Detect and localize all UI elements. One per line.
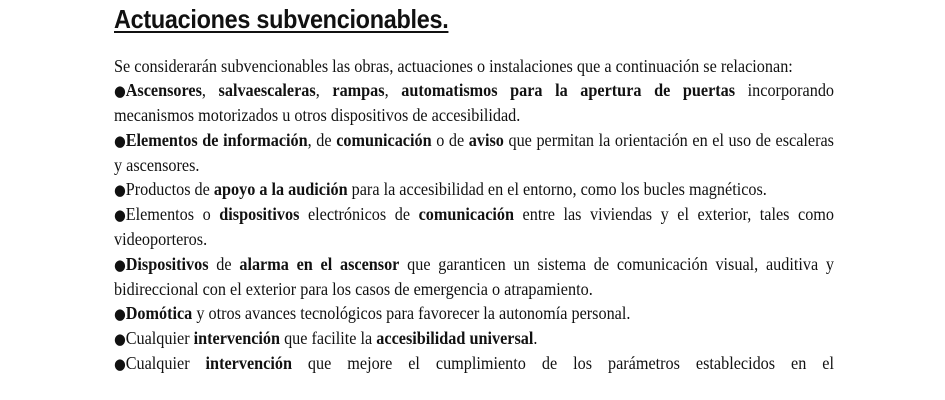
bold-text: apoyo a la audición	[213, 179, 348, 200]
text-run: y otros avances tecnológicos para favorecer la autonomía personal.	[192, 303, 631, 324]
bold-text: Elementos de información	[125, 129, 308, 150]
bold-text: Ascensores	[125, 80, 202, 101]
list-item	[114, 202, 834, 251]
bullet-icon: ●	[114, 355, 126, 374]
intro-paragraph: Se considerarán subvencionables las obras, actuaciones o instalaciones que a continuación se relacionan:	[114, 56, 793, 76]
text-run: Productos de	[125, 179, 214, 200]
bold-text: dispositivos	[219, 204, 300, 225]
text-run: que facilite la	[280, 328, 377, 349]
bold-text: Domótica	[125, 303, 193, 324]
text-run: de	[208, 253, 240, 274]
bold-text: automatismos para la apertura de puertas	[401, 80, 736, 101]
bullet-icon: ●	[114, 330, 126, 349]
bold-text: accesibilidad universal	[376, 328, 534, 349]
bold-text: aviso	[468, 129, 504, 150]
bullet-icon: ●	[114, 255, 126, 274]
text-run: Elementos o	[125, 204, 220, 225]
text-run: ,	[315, 80, 333, 101]
section-title: Actuaciones subvencionables.	[114, 4, 449, 34]
bold-text: Dispositivos	[125, 253, 209, 274]
list-item	[114, 326, 834, 351]
text-run: que garanticen un sistema de comunicación visual, auditiva y bidireccional con el exterior para los casos de emergencia o atrapamiento.	[114, 253, 834, 299]
bullet-icon: ●	[114, 206, 126, 225]
bold-text: comunicación	[336, 129, 432, 150]
text-run: Cualquier	[125, 353, 206, 374]
list-item	[114, 177, 834, 202]
bold-text: comunicación	[418, 204, 514, 225]
text-run: que mejore el cumplimiento de los parámetros establecidos en el	[291, 353, 834, 374]
text-run: electrónicos de	[299, 204, 419, 225]
list-item	[114, 252, 834, 301]
text-run: para la accesibilidad en el entorno, como los bucles magnéticos.	[347, 179, 767, 200]
text-run: , de	[307, 129, 337, 150]
text-run: que permitan la orientación en el uso de escaleras y ascensores.	[114, 129, 834, 175]
text-run: Cualquier	[125, 328, 194, 349]
bold-text: salvaescaleras	[218, 80, 316, 101]
text-run: o de	[431, 129, 469, 150]
text-run: incorporando mecanismos motorizados u otros dispositivos de accesibilidad.	[114, 80, 835, 126]
list-item	[114, 128, 834, 177]
bullet-list	[114, 78, 834, 376]
bullet-icon: ●	[114, 305, 126, 324]
bold-text: intervención	[193, 328, 281, 349]
bold-text: intervención	[205, 353, 292, 374]
text-run: .	[533, 328, 538, 349]
list-item	[114, 78, 834, 127]
bullet-icon: ●	[114, 181, 126, 200]
list-item	[114, 351, 834, 376]
document-body	[114, 54, 834, 377]
text-run: ,	[201, 80, 219, 101]
bold-text: rampas	[332, 80, 385, 101]
bold-text: alarma en el ascensor	[239, 253, 400, 274]
bullet-icon: ●	[114, 82, 126, 101]
bullet-icon: ●	[114, 131, 126, 150]
text-run: ,	[384, 80, 402, 101]
list-item	[114, 301, 834, 326]
text-run: entre las viviendas y el exterior, tales como videoporteros.	[114, 204, 835, 250]
